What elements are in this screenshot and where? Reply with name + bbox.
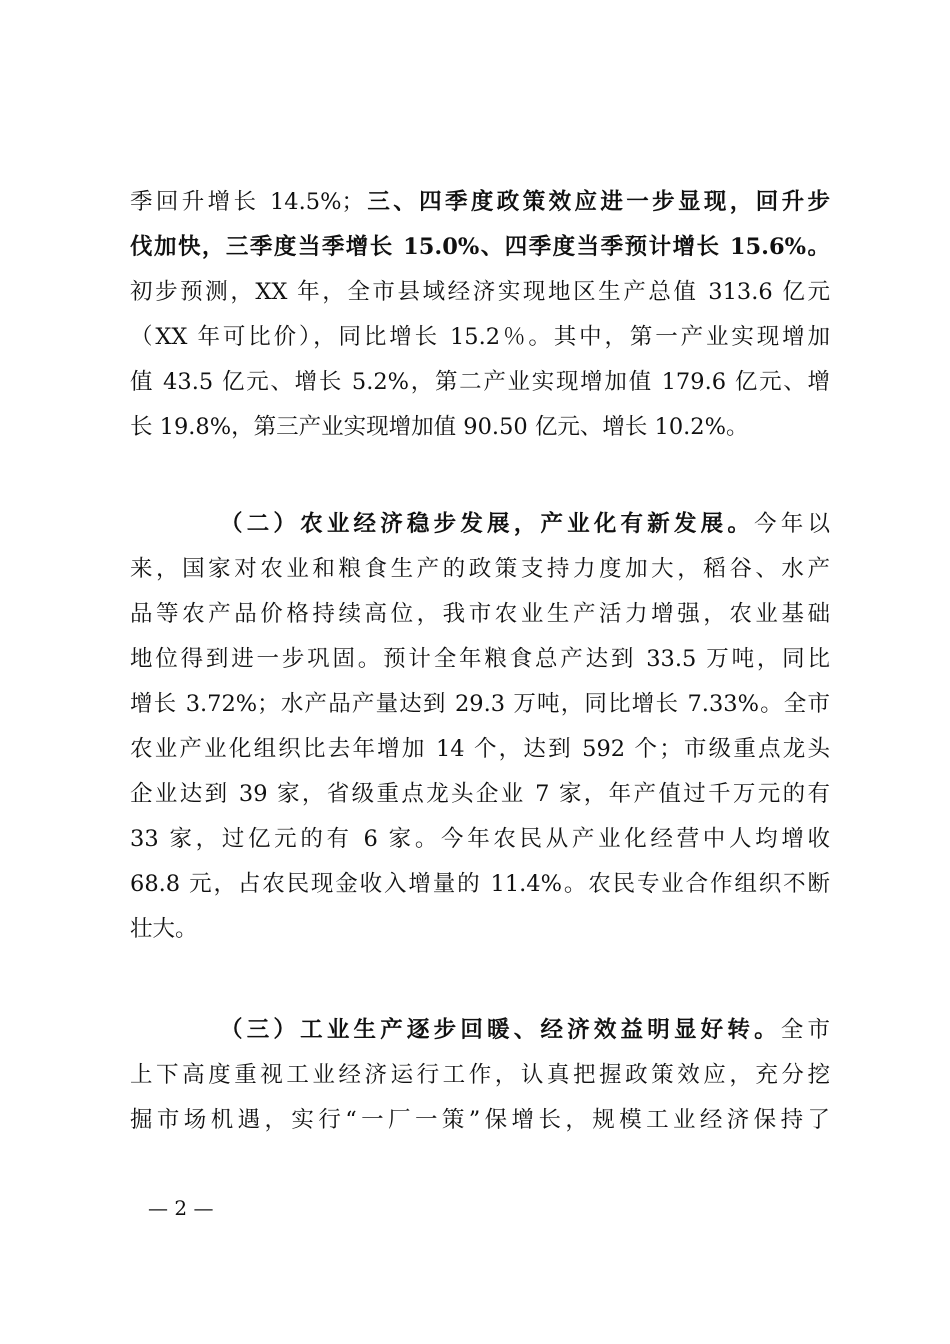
text-line: 68.8 元，占农民现金收入增量的 11.4%。农民专业合作组织不断 xyxy=(130,871,830,897)
text-line: 农业产业化组织比去年增加 14 个，达到 592 个；市级重点龙头 xyxy=(130,736,830,762)
text-line: 地位得到进一步巩固。预计全年粮食总产达到 33.5 万吨，同比 xyxy=(130,646,830,672)
text-line: 壮大。 xyxy=(130,916,198,942)
section-heading: （三）工业生产逐步回暖、经济效益明显好转。 xyxy=(220,1017,781,1043)
text-line: （XX 年可比价），同比增长 15.2％。其中，第一产业实现增加 xyxy=(130,324,830,350)
text-line: 来，国家对农业和粮食生产的政策支持力度加大，稻谷、水产 xyxy=(130,556,830,582)
text-line: 33 家，过亿元的有 6 家。今年农民从产业化经营中人均增收 xyxy=(130,826,830,852)
section-heading: （二）农业经济稳步发展，产业化有新发展。 xyxy=(220,511,755,537)
text-line: 初步预测，XX 年，全市县域经济实现地区生产总值 313.6 亿元 xyxy=(130,279,830,305)
text-line: 企业达到 39 家，省级重点龙头企业 7 家，年产值过千万元的有 xyxy=(130,781,830,807)
text-line: 品等农产品价格持续高位，我市农业生产活力增强，农业基础 xyxy=(130,601,830,627)
text-line: 长 19.8%，第三产业实现增加值 90.50 亿元、增长 10.2%。 xyxy=(130,414,749,440)
paragraph-agriculture xyxy=(130,502,830,952)
text-line: 掘市场机遇，实行“一厂一策”保增长，规模工业经济保持了 xyxy=(130,1107,830,1133)
text-line: 上下高度重视工业经济运行工作，认真把握政策效应，充分挖 xyxy=(130,1062,830,1088)
text-line: 季回升增长 14.5%；三、四季度政策效应进一步显现，回升步 xyxy=(130,189,830,215)
page-number: — 2 — xyxy=(148,1196,214,1220)
text-line: 伐加快，三季度当季增长 15.0%、四季度当季预计增长 15.6%。 xyxy=(130,234,830,260)
paragraph-gdp xyxy=(130,180,830,450)
section-heading-line: （二）农业经济稳步发展，产业化有新发展。今年以 xyxy=(220,511,830,537)
text-line: 值 43.5 亿元、增长 5.2%，第二产业实现增加值 179.6 亿元、增 xyxy=(130,369,830,395)
section-heading-line: （三）工业生产逐步回暖、经济效益明显好转。全市 xyxy=(220,1017,830,1043)
paragraph-industry xyxy=(130,1008,830,1143)
text-line: 增长 3.72%；水产品产量达到 29.3 万吨，同比增长 7.33%。全市 xyxy=(130,691,830,717)
